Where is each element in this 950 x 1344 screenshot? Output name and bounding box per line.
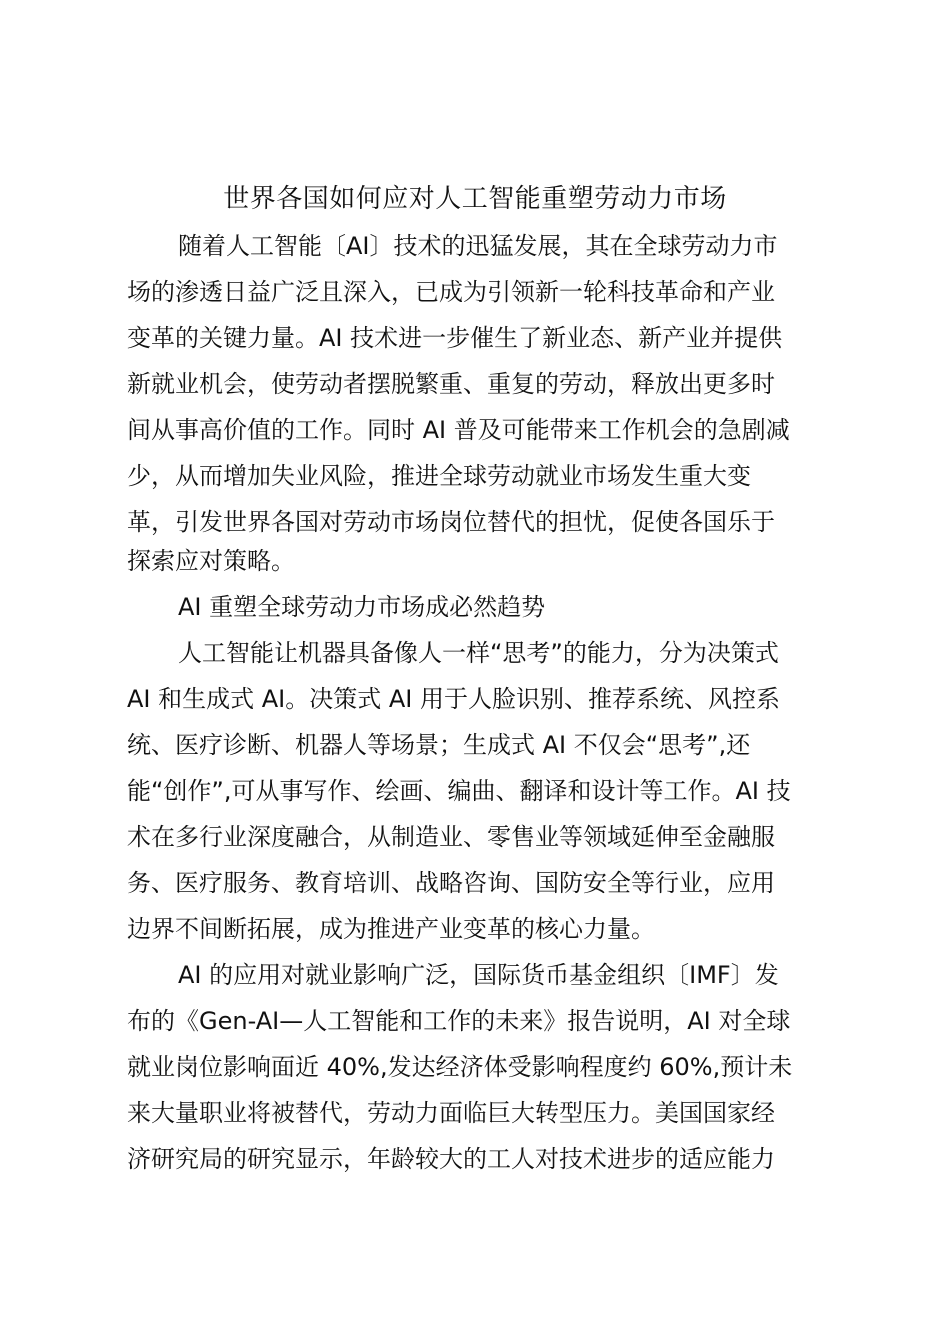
paragraph-line: AI 的应用对就业影响广泛，国际货币基金组织〔IMF〕发 (178, 961, 779, 989)
paragraph-line: 场的渗透日益广泛且深入，已成为引领新一轮科技革命和产业 (127, 278, 775, 306)
paragraph-line: 革，引发世界各国对劳动市场岗位替代的担忧，促使各国乐于 (127, 508, 775, 536)
paragraph-line: 来大量职业将被替代，劳动力面临巨大转型压力。美国国家经 (127, 1099, 775, 1127)
paragraph-line: 随着人工智能〔AI〕技术的迅猛发展，其在全球劳动力市 (178, 232, 778, 260)
paragraph-line: AI 和生成式 AI。决策式 AI 用于人脸识别、推荐系统、风控系 (127, 685, 781, 713)
paragraph-line: 务、医疗服务、教育培训、战略咨询、国防安全等行业，应用 (127, 869, 775, 897)
paragraph-line: 布的《Gen-AI—人工智能和工作的未来》报告说明，AI 对全球 (127, 1007, 791, 1035)
paragraph-line: 济研究局的研究显示，年龄较大的工人对技术进步的适应能力 (127, 1145, 775, 1173)
paragraph-line: 探索应对策略。 (127, 547, 295, 575)
paragraph-line: 统、医疗诊断、机器人等场景；生成式 AI 不仅会“思考”,还 (127, 731, 751, 759)
paragraph-line: 人工智能让机器具备像人一样“思考”的能力，分为决策式 (178, 639, 779, 667)
paragraph-line: 少，从而增加失业风险，推进全球劳动就业市场发生重大变 (127, 462, 751, 490)
paragraph-line: 新就业机会，使劳动者摆脱繁重、重复的劳动，释放出更多时 (127, 370, 775, 398)
paragraph-line: 变革的关键力量。AI 技术进一步催生了新业态、新产业并提供 (127, 324, 783, 352)
section-heading: AI 重塑全球劳动力市场成必然趋势 (178, 593, 546, 621)
paragraph-line: 术在多行业深度融合，从制造业、零售业等领域延伸至金融服 (127, 823, 775, 851)
paragraph-line: 就业岗位影响面近 40%,发达经济体受影响程度约 60%,预计未 (127, 1053, 793, 1081)
paragraph-line: 边界不间断拓展，成为推进产业变革的核心力量。 (127, 915, 655, 943)
document-title: 世界各国如何应对人工智能重塑劳动力市场 (223, 184, 727, 214)
paragraph-line: 间从事高价值的工作。同时 AI 普及可能带来工作机会的急剧减 (127, 416, 790, 444)
paragraph-line: 能“创作”,可从事写作、绘画、编曲、翻译和设计等工作。AI 技 (127, 777, 791, 805)
